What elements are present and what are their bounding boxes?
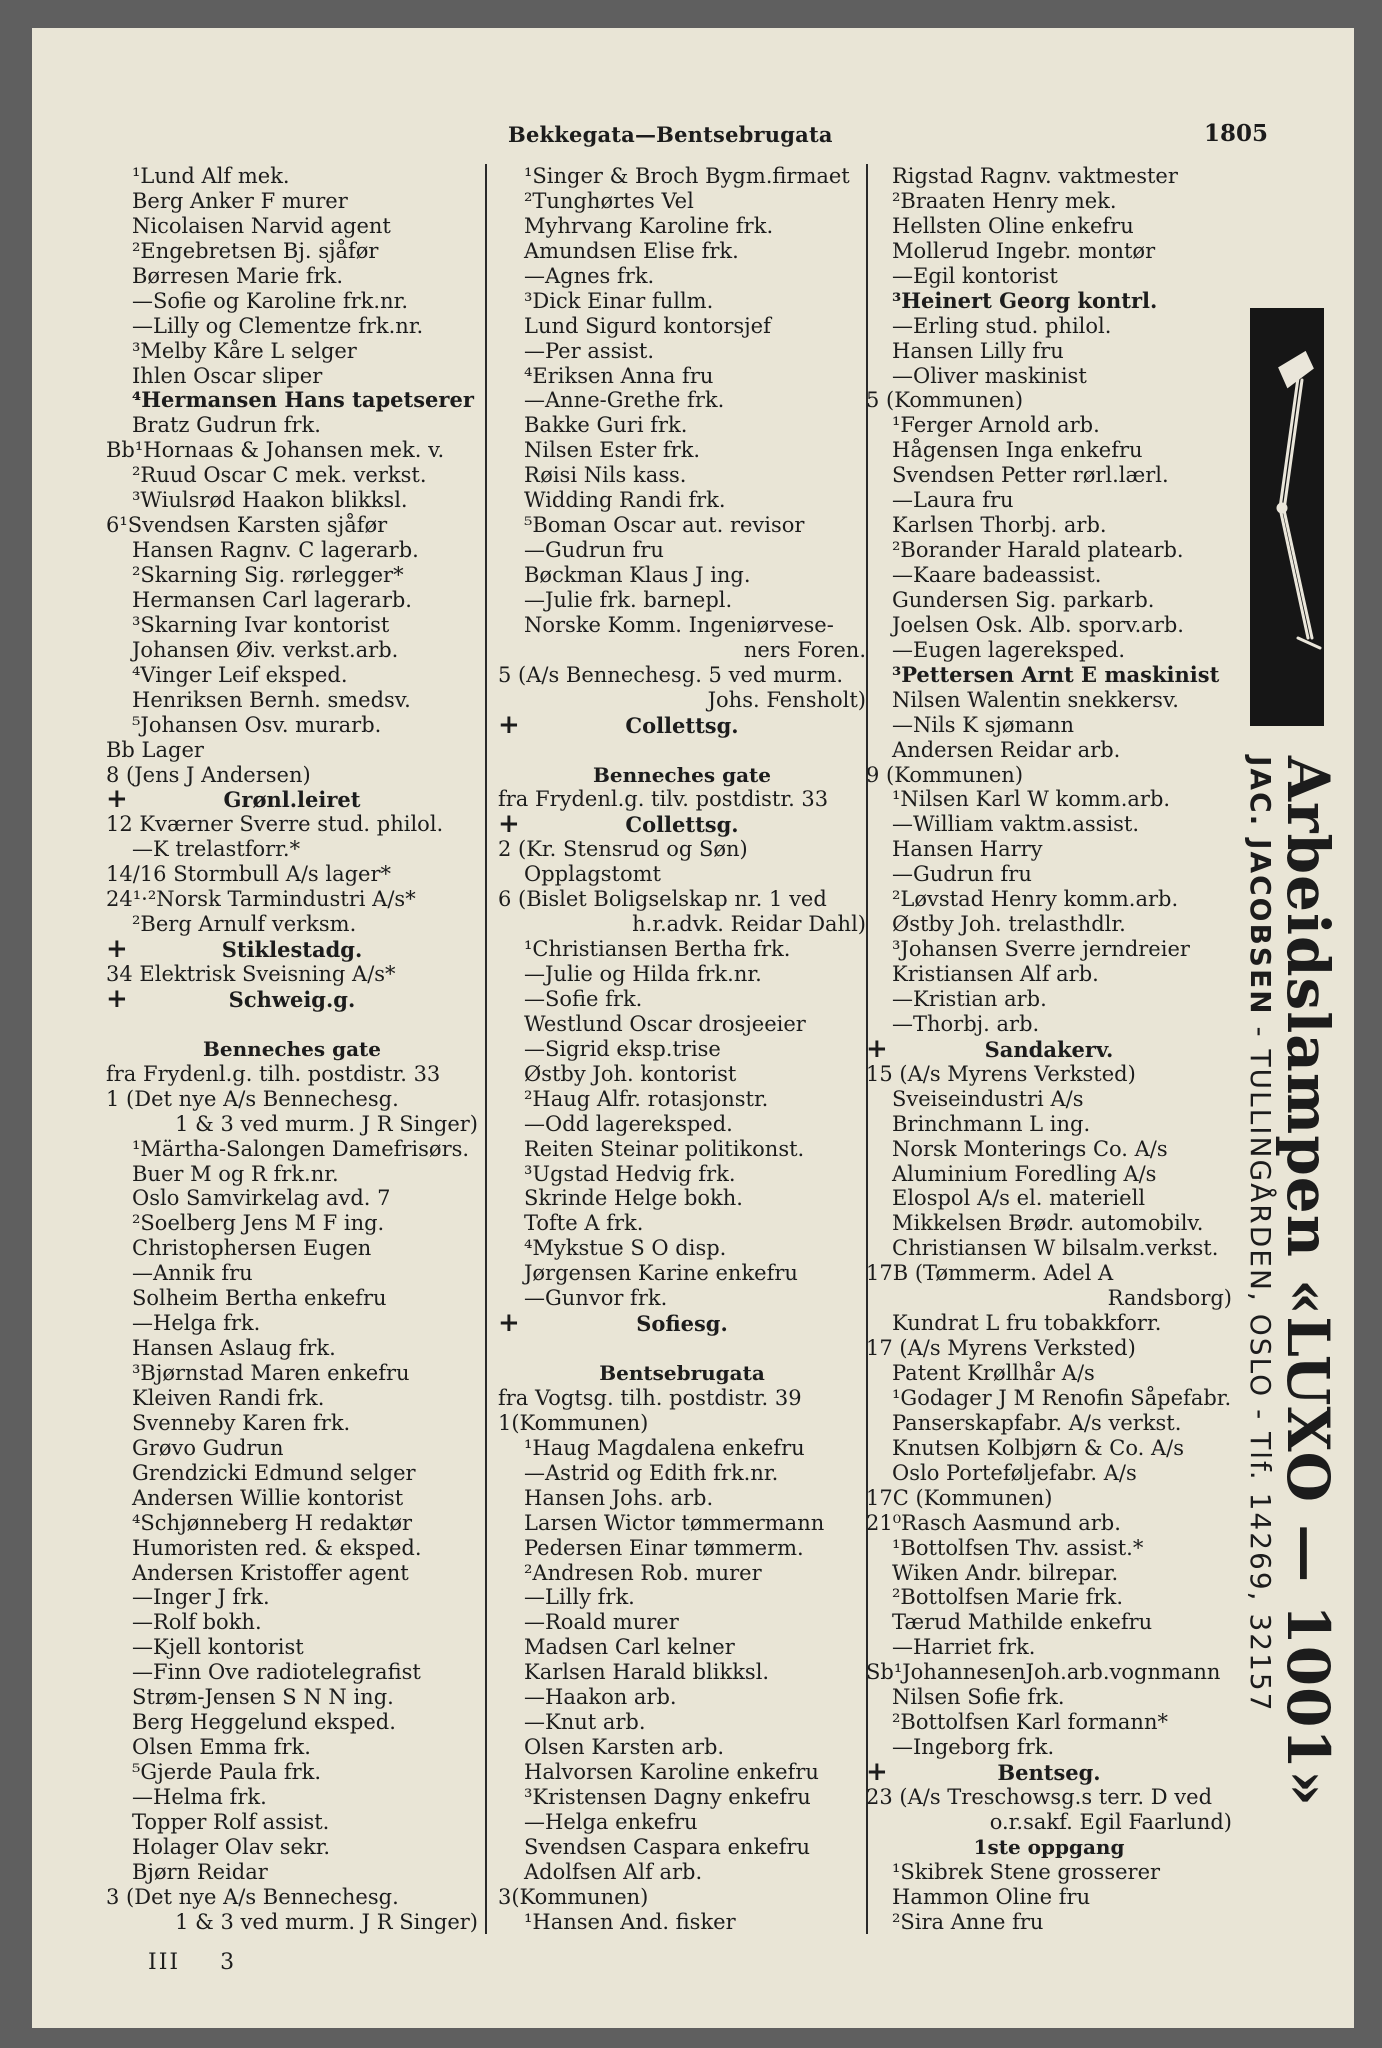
directory-entry: Hansen Aslaug frk.: [132, 1336, 336, 1361]
directory-entry: ³Skarning Ivar kontorist: [132, 612, 390, 637]
directory-entry: —Sofie frk.: [524, 986, 643, 1011]
directory-entry: —Egil kontorist: [892, 263, 1058, 288]
directory-entry: ²Borander Harald platearb.: [892, 538, 1184, 563]
directory-entry: Andersen Kristoffer agent: [132, 1560, 409, 1585]
cross-street-entry: [498, 812, 866, 837]
directory-entry: Svendsen Caspara enkefru: [524, 1834, 811, 1859]
address-entry: 1 (Det nye A/s Bennechesg.: [106, 1086, 399, 1111]
advertisement: [1242, 756, 1342, 1816]
directory-entry: —Julie og Hilda frk.nr.: [524, 962, 762, 986]
directory-entry: —Odd lagereksped.: [524, 1111, 733, 1136]
directory-entry: Elospol A/s el. materiell: [892, 1186, 1146, 1211]
address-entry: 17B (Tømmerm. Adel A: [866, 1261, 1114, 1286]
directory-entry: Myhrvang Karoline frk.: [524, 213, 774, 238]
page-title: Bekkegata—Bentsebrugata: [508, 122, 833, 147]
directory-entry: Reiten Steinar politikonst.: [524, 1136, 805, 1161]
directory-entry: —Lilly og Clementze frk.nr.: [132, 313, 424, 338]
directory-entry: Mollerud Ingebr. montør: [892, 238, 1156, 263]
address-entry: 34 Elektrisk Sveisning A/s*: [106, 962, 396, 986]
directory-entry: —William vaktm.assist.: [892, 812, 1140, 837]
directory-entry: Hansen Harry: [892, 837, 1043, 862]
directory-entry: Mikkelsen Brødr. automobilv.: [892, 1211, 1204, 1236]
directory-entry: Halvorsen Karoline enkefru: [524, 1760, 819, 1784]
cross-street-name: Stiklestadg.: [221, 937, 363, 962]
directory-entry: —Julie frk. barnepl.: [524, 587, 733, 612]
address-entry: 24¹·²Norsk Tarmindustri A/s*: [106, 887, 416, 912]
directory-entry: Johansen Øiv. verkst.arb.: [132, 637, 399, 662]
section-heading: Benneches gate: [592, 762, 771, 787]
address-entry: 5 (A/s Bennechesg. 5 ved murm.: [498, 662, 844, 687]
directory-entry: ³Bjørnstad Maren enkefru: [132, 1361, 410, 1385]
directory-entry: Østby Joh. kontorist: [524, 1061, 737, 1086]
directory-entry: Bratz Gudrun frk.: [132, 413, 321, 438]
directory-entry: —Lilly frk.: [524, 1585, 635, 1610]
address-entry: 1(Kommunen): [498, 1410, 649, 1435]
address-entry: 23 (A/s Treschowsg.s terr. D ved: [866, 1784, 1213, 1809]
ad-details: - TULLINGÅRDEN, OSLO - Tlf. 14269, 32157: [1244, 1026, 1277, 1713]
cross-street-name: Collettsg.: [625, 712, 739, 738]
footer-volume: III: [148, 1950, 181, 1975]
directory-entry: ⁵Boman Oscar aut. revisor: [524, 513, 805, 538]
cross-street-name: Sandakerv.: [984, 1036, 1114, 1062]
ad-company-line: [1244, 756, 1277, 1713]
cross-street-name: Grønl.leiret: [223, 787, 361, 813]
address-entry: Bb¹Hornaas & Johansen mek. v.: [106, 438, 445, 463]
cross-street-name: Bentseg.: [997, 1760, 1101, 1785]
section-heading: Bentsebrugata: [599, 1361, 765, 1385]
directory-entry: ⁴Eriksen Anna fru: [524, 363, 714, 388]
address-entry: 9 (Kommunen): [866, 762, 1024, 787]
directory-entry: —Agnes frk.: [524, 263, 655, 288]
directory-entry: Kundrat L fru tobakkforr.: [892, 1311, 1162, 1336]
directory-entry: Hansen Johs. arb.: [524, 1485, 714, 1510]
directory-entry: ²Sira Anne fru: [892, 1909, 1044, 1934]
directory-entry: Olsen Karsten arb.: [524, 1735, 725, 1760]
directory-entry: —Sofie og Karoline frk.nr.: [132, 288, 408, 313]
directory-entry: Amundsen Elise frk.: [524, 238, 739, 263]
directory-entry: ¹Bottolfsen Thv. assist.*: [892, 1535, 1144, 1560]
directory-entry: Larsen Wictor tømmermann: [524, 1510, 825, 1535]
directory-entry: ¹Märtha-Salongen Damefrisørs.: [132, 1136, 470, 1161]
directory-entry: Olsen Emma frk.: [132, 1735, 311, 1760]
directory-entry: Christophersen Eugen: [132, 1236, 372, 1261]
directory-entry: ¹Christiansen Bertha frk.: [524, 937, 791, 962]
directory-entry: —Gudrun fru: [892, 862, 1032, 887]
section-heading: Benneches gate: [202, 1036, 381, 1061]
directory-entry: Røisi Nils kass.: [524, 463, 687, 488]
directory-entry: ³Pettersen Arnt E maskinist: [892, 662, 1220, 687]
cross-street-name: Collettsg.: [625, 812, 739, 838]
address-entry: Bb Lager: [106, 737, 204, 762]
directory-entry: ³Heinert Georg kontrl.: [892, 288, 1158, 313]
directory-entry: Børresen Marie frk.: [132, 263, 344, 288]
cross-street-name: Sofiesg.: [636, 1311, 728, 1337]
directory-entry: Patent Krøllhår A/s: [892, 1361, 1095, 1385]
directory-entry: —Eugen lagereksped.: [892, 637, 1125, 662]
directory-column-1: [106, 164, 478, 1935]
directory-entry: Hansen Lilly fru: [892, 338, 1064, 363]
directory-entry: —Gunvor frk.: [524, 1286, 668, 1311]
directory-entry: —Thorbj. arb.: [892, 1011, 1040, 1036]
directory-entry: Skrinde Helge bokh.: [524, 1186, 743, 1211]
desk-lamp-illustration: [1250, 308, 1324, 726]
directory-entry: Berg Anker F murer: [132, 188, 348, 213]
directory-entry: Nilsen Sofie frk.: [892, 1685, 1065, 1710]
directory-entry: Jørgensen Karine enkefru: [524, 1261, 798, 1286]
directory-entry: Adolfsen Alf arb.: [524, 1859, 703, 1884]
directory-entry: ²Løvstad Henry komm.arb.: [892, 887, 1179, 912]
address-entry: 15 (A/s Myrens Verksted): [866, 1061, 1136, 1086]
directory-entry: Nilsen Ester frk.: [524, 438, 701, 463]
directory-entry: ¹Haug Magdalena enkefru: [524, 1435, 805, 1460]
directory-entry: —Gudrun fru: [524, 538, 664, 563]
directory-entry: Randsborg): [1107, 1286, 1232, 1311]
directory-entry: —Astrid og Edith frk.nr.: [524, 1460, 779, 1485]
directory-entry: Humoristen red. & eksped.: [132, 1535, 422, 1560]
directory-entry: Gundersen Sig. parkarb.: [892, 587, 1155, 612]
ad-company: JAC. JACOBSEN: [1244, 756, 1277, 1016]
directory-entry: ¹Nilsen Karl W komm.arb.: [892, 787, 1171, 812]
address-entry: fra Vogtsg. tilh. postdistr. 39: [498, 1385, 802, 1410]
address-entry: 17C (Kommunen): [866, 1485, 1053, 1510]
directory-entry: ¹Singer & Broch Bygm.firmaet: [524, 164, 850, 188]
cross-street-entry: [866, 1760, 1232, 1785]
directory-entry: ³Ugstad Hedvig frk.: [524, 1161, 736, 1186]
directory-entry: ²Bottolfsen Karl formann*: [892, 1710, 1168, 1735]
cross-street-icon: +: [498, 1311, 520, 1337]
directory-entry: —Per assist.: [524, 338, 655, 363]
directory-entry: Knutsen Kolbjørn & Co. A/s: [892, 1435, 1184, 1460]
directory-entry: —Kaare badeassist.: [892, 563, 1102, 587]
directory-entry: Grendzicki Edmund selger: [132, 1460, 416, 1485]
directory-entry: Ihlen Oscar sliper: [132, 363, 323, 388]
cross-street-icon: +: [866, 1036, 888, 1062]
directory-entry: h.r.advk. Reidar Dahl): [632, 912, 866, 937]
address-entry: 3 (Det nye A/s Bennechesg.: [106, 1884, 399, 1909]
directory-entry: ⁴Mykstue S O disp.: [524, 1236, 727, 1261]
cross-street-entry: [106, 937, 478, 962]
directory-entry: —Oliver maskinist: [892, 363, 1087, 388]
directory-entry: —Annik fru: [132, 1261, 253, 1286]
directory-entry: Bøckman Klaus J ing.: [524, 563, 751, 587]
directory-entry: Østby Joh. trelasthdlr.: [892, 912, 1126, 937]
directory-entry: ²Engebretsen Bj. sjåfør: [132, 238, 379, 263]
address-entry: 2 (Kr. Stensrud og Søn): [498, 837, 748, 862]
directory-entry: —Helga frk.: [132, 1311, 261, 1336]
directory-entry: —Finn Ove radiotelegrafist: [132, 1660, 421, 1685]
cross-street-icon: +: [866, 1760, 888, 1785]
directory-entry: Andersen Willie kontorist: [132, 1485, 404, 1510]
directory-entry: ²Bottolfsen Marie frk.: [892, 1585, 1123, 1610]
cross-street-icon: +: [106, 787, 128, 813]
page-footer: [148, 1950, 276, 1975]
directory-entry: —Helga enkefru: [524, 1809, 698, 1834]
column-divider: [485, 164, 487, 1934]
address-entry: 21⁰Rasch Aasmund arb.: [866, 1510, 1121, 1535]
directory-entry: Pedersen Einar tømmerm.: [524, 1535, 804, 1560]
cross-street-name: Schweig.g.: [228, 986, 356, 1012]
directory-entry: Solheim Bertha enkefru: [132, 1286, 387, 1311]
directory-entry: Christiansen W bilsalm.verkst.: [892, 1236, 1219, 1261]
directory-entry: —Inger J frk.: [132, 1585, 270, 1610]
directory-entry: Hammon Oline fru: [892, 1884, 1091, 1909]
directory-entry: Hellsten Oline enkefru: [892, 213, 1134, 238]
directory-entry: Bakke Guri frk.: [524, 413, 688, 438]
directory-entry: Widding Randi frk.: [524, 488, 726, 513]
directory-entry: Bjørn Reidar: [132, 1859, 268, 1884]
directory-entry: Karlsen Harald blikksl.: [524, 1660, 770, 1685]
directory-entry: —Sigrid eksp.trise: [524, 1036, 721, 1061]
section-heading: 1ste oppgang: [973, 1834, 1125, 1859]
directory-entry: —Anne-Grethe frk.: [524, 388, 725, 413]
directory-entry: Opplagstomt: [524, 862, 661, 887]
directory-entry: Oslo Samvirkelag avd. 7: [132, 1186, 391, 1211]
directory-entry: Tærud Mathilde enkefru: [892, 1610, 1153, 1635]
cross-street-icon: +: [498, 812, 520, 838]
directory-entry: Hansen Ragnv. C lagerarb.: [132, 538, 419, 563]
directory-entry: Panserskapfabr. A/s verkst.: [892, 1410, 1182, 1435]
spacer: [498, 1336, 866, 1361]
spacer: [106, 1012, 478, 1037]
directory-entry: ⁵Johansen Osv. murarb.: [132, 712, 382, 737]
cross-street-entry: [498, 1311, 866, 1336]
cross-street-icon: +: [106, 986, 128, 1012]
directory-entry: ²Ruud Oscar C mek. verkst.: [132, 463, 427, 488]
directory-entry: Hermansen Carl lagerarb.: [132, 587, 412, 612]
directory-entry: ¹Lund Alf mek.: [132, 164, 290, 188]
address-entry: 6 (Bislet Boligselskap nr. 1 ved: [498, 887, 827, 912]
directory-entry: ²Soelberg Jens M F ing.: [132, 1211, 385, 1236]
directory-entry: Henriksen Bernh. smedsv.: [132, 687, 411, 712]
directory-entry: —Helma frk.: [132, 1784, 267, 1809]
directory-entry: Oslo Porteføljefabr. A/s: [892, 1460, 1137, 1485]
address-entry: 17 (A/s Myrens Verksted): [866, 1336, 1136, 1361]
directory-entry: Andersen Reidar arb.: [892, 737, 1121, 762]
directory-entry: ³Wiulsrød Haakon blikksl.: [132, 488, 408, 513]
directory-entry: Kleiven Randi frk.: [132, 1385, 325, 1410]
directory-entry: Sveiseindustri A/s: [892, 1086, 1084, 1111]
cross-street-icon: +: [106, 937, 128, 962]
directory-entry: Westlund Oscar drosjeeier: [524, 1011, 806, 1036]
directory-entry: Lund Sigurd kontorsjef: [524, 313, 771, 338]
directory-entry: —Erling stud. philol.: [892, 313, 1112, 338]
cross-street-entry: [106, 987, 478, 1012]
address-entry: fra Frydenl.g. tilh. postdistr. 33: [106, 1061, 441, 1086]
footer-part: 3: [220, 1950, 237, 1975]
cross-street-entry: [498, 713, 866, 738]
directory-entry: Svendsen Petter rørl.lærl.: [892, 463, 1169, 488]
directory-entry: Grøvo Gudrun: [132, 1435, 284, 1460]
directory-entry: ¹Skibrek Stene grosserer: [892, 1859, 1161, 1884]
address-entry: 5 (Kommunen): [866, 388, 1024, 413]
directory-entry: Joelsen Osk. Alb. sporv.arb.: [892, 612, 1184, 637]
directory-entry: ⁵Gjerde Paula frk.: [132, 1760, 322, 1784]
directory-entry: ners Foren.: [743, 637, 866, 662]
directory-entry: ¹Godager J M Renofin Såpefabr.: [892, 1385, 1232, 1410]
directory-entry: Tofte A frk.: [524, 1211, 644, 1236]
directory-entry: Brinchmann L ing.: [892, 1111, 1091, 1136]
cross-street-icon: +: [498, 712, 520, 738]
directory-entry: —Kjell kontorist: [132, 1635, 304, 1660]
directory-entry: —Harriet frk.: [892, 1635, 1036, 1660]
directory-entry: Norske Komm. Ingeniørvese-: [524, 612, 834, 637]
address-entry: 14/16 Stormbull A/s lager*: [106, 862, 392, 887]
directory-entry: ³Johansen Sverre jerndreier: [892, 937, 1190, 962]
directory-entry: Wiken Andr. bilrepar.: [892, 1560, 1119, 1585]
directory-entry: Nilsen Walentin snekkersv.: [892, 687, 1179, 712]
directory-entry: ²Braaten Henry mek.: [892, 188, 1117, 213]
directory-column-3: [866, 164, 1232, 1935]
lamp-icon: [1250, 308, 1324, 726]
directory-entry: Holager Olav sekr.: [132, 1834, 331, 1859]
directory-entry: ³Melby Kåre L selger: [132, 338, 357, 363]
directory-entry: 1 & 3 ved murm. J R Singer): [175, 1111, 478, 1136]
address-entry: 12 Kværner Sverre stud. philol.: [106, 812, 444, 837]
ad-headline: Arbeidslampen «LUXO — 1001»: [1274, 756, 1342, 1808]
directory-entry: —Kristian arb.: [892, 986, 1047, 1011]
directory-entry: ¹Hansen And. fisker: [524, 1909, 736, 1934]
directory-column-2: [498, 164, 866, 1935]
address-entry: 3(Kommunen): [498, 1884, 649, 1909]
directory-entry: ³Dick Einar fullm.: [524, 288, 714, 313]
directory-entry: Buer M og R frk.nr.: [132, 1161, 339, 1186]
directory-entry: Nicolaisen Narvid agent: [132, 213, 391, 238]
directory-entry: —Ingeborg frk.: [892, 1735, 1055, 1760]
cross-street-entry: [106, 787, 478, 812]
directory-entry: Karlsen Thorbj. arb.: [892, 513, 1107, 538]
directory-entry: 1 & 3 ved murm. J R Singer): [175, 1909, 478, 1934]
spacer: [498, 738, 866, 763]
directory-entry: Berg Heggelund eksped.: [132, 1710, 396, 1735]
directory-entry: —Knut arb.: [524, 1710, 646, 1735]
directory-entry: —Haakon arb.: [524, 1685, 677, 1710]
directory-entry: —K trelastforr.*: [132, 837, 301, 862]
directory-entry: ³Kristensen Dagny enkefru: [524, 1784, 811, 1809]
directory-entry: ⁴Schjønneberg H redaktør: [132, 1510, 413, 1535]
directory-entry: Madsen Carl kelner: [524, 1635, 735, 1660]
directory-entry: —Nils K sjømann: [892, 712, 1075, 737]
directory-entry: Hågensen Inga enkefru: [892, 438, 1143, 463]
directory-entry: Norsk Monterings Co. A/s: [892, 1136, 1168, 1161]
address-entry: fra Frydenl.g. tilv. postdistr. 33: [498, 787, 829, 812]
directory-entry: Strøm-Jensen S N N ing.: [132, 1685, 394, 1710]
directory-entry: —Laura fru: [892, 488, 1014, 513]
directory-entry: ¹Ferger Arnold arb.: [892, 413, 1100, 438]
directory-entry: Topper Rolf assist.: [132, 1809, 330, 1834]
directory-entry: Kristiansen Alf arb.: [892, 962, 1099, 986]
address-entry: 8 (Jens J Andersen): [106, 762, 311, 787]
directory-entry: ²Tunghørtes Vel: [524, 188, 694, 213]
directory-entry: o.r.sakf. Egil Faarlund): [989, 1809, 1232, 1834]
directory-entry: —Roald murer: [524, 1610, 679, 1635]
directory-entry: ²Skarning Sig. rørlegger*: [132, 563, 404, 587]
directory-entry: ⁴Hermansen Hans tapetserer: [132, 388, 474, 413]
address-entry: 6¹Svendsen Karsten sjåfør: [106, 513, 388, 538]
directory-page: [32, 28, 1354, 2028]
address-entry: Sb¹JohannesenJoh.arb.vognmann: [866, 1660, 1221, 1685]
directory-entry: Svenneby Karen frk.: [132, 1410, 351, 1435]
directory-entry: Aluminium Foredling A/s: [892, 1161, 1157, 1186]
cross-street-entry: [866, 1037, 1232, 1062]
directory-entry: Rigstad Ragnv. vaktmester: [892, 164, 1178, 188]
directory-entry: ²Berg Arnulf verksm.: [132, 912, 357, 937]
directory-entry: —Rolf bokh.: [132, 1610, 262, 1635]
directory-entry: Johs. Fensholt): [707, 687, 866, 712]
directory-entry: ⁴Vinger Leif eksped.: [132, 662, 348, 687]
directory-entry: ²Andresen Rob. murer: [524, 1560, 762, 1585]
page-number: 1805: [1204, 120, 1269, 147]
directory-entry: ²Haug Alfr. rotasjonstr.: [524, 1086, 769, 1111]
